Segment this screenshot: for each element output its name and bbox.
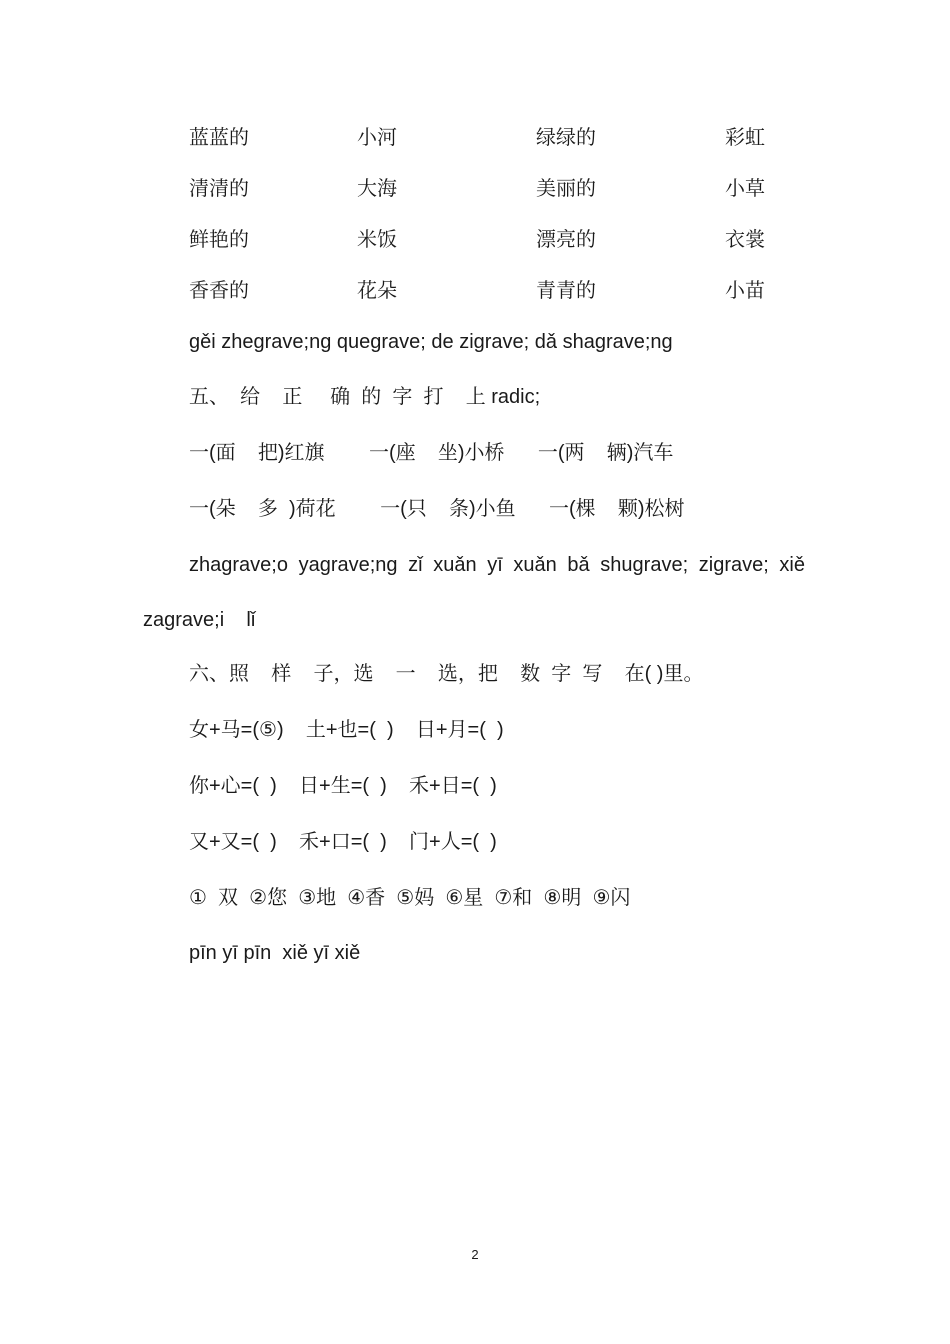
match-cell: 小苗	[725, 280, 765, 302]
options-line: ① 双 ②您 ③地 ④香 ⑤妈 ⑥星 ⑦和 ⑧明 ⑨闪	[189, 887, 631, 909]
match-cell: 香香的	[189, 280, 249, 302]
exercise-row: 你+心=( ) 日+生=( ) 禾+日=( )	[189, 775, 497, 797]
exercise-row: 一(面 把)红旗 一(座 坐)小桥 一(两 辆)汽车	[189, 442, 674, 464]
exercise-row: 女+马=(⑤) 土+也=( ) 日+月=( )	[189, 719, 504, 741]
match-row	[0, 226, 950, 254]
match-cell: 蓝蓝的	[189, 127, 249, 149]
match-cell: 漂亮的	[536, 229, 596, 251]
exercise-row: 一(朵 多 )荷花 一(只 条)小鱼 一(棵 颗)松树	[189, 498, 685, 520]
match-cell: 米饭	[357, 229, 397, 251]
page-number: 2	[471, 1247, 479, 1262]
pinyin-line: gěi zhegrave;ng quegrave; de zigrave; dǎ shagrave;ng	[189, 331, 673, 353]
match-cell: 鲜艳的	[189, 229, 249, 251]
match-cell: 青青的	[536, 280, 596, 302]
match-cell: 清清的	[189, 178, 249, 200]
match-row	[0, 175, 950, 203]
match-cell: 衣裳	[725, 229, 765, 251]
match-cell: 花朵	[357, 280, 397, 302]
match-row	[0, 277, 950, 305]
pinyin-line: pīn yī pīn xiě yī xiě	[189, 942, 361, 964]
section-6-title: 六、照 样 子，选 一 选，把 数 字 写 在( )里。	[189, 663, 704, 685]
match-cell: 彩虹	[725, 127, 765, 149]
match-cell: 绿绿的	[536, 127, 596, 149]
match-cell: 小草	[725, 178, 765, 200]
pinyin-line: zhagrave;o yagrave;ng zǐ xuǎn yī xuǎn bǎ shugrave; zigrave; xiě	[189, 554, 805, 576]
match-cell: 大海	[357, 178, 397, 200]
match-cell: 美丽的	[536, 178, 596, 200]
pinyin-line: zagrave;i lǐ	[143, 609, 256, 631]
match-row	[0, 124, 950, 152]
section-5-title: 五、 给 正 确 的 字 打 上 radic;	[189, 386, 541, 408]
exercise-row: 又+又=( ) 禾+口=( ) 门+人=( )	[189, 831, 497, 853]
match-cell: 小河	[357, 127, 397, 149]
